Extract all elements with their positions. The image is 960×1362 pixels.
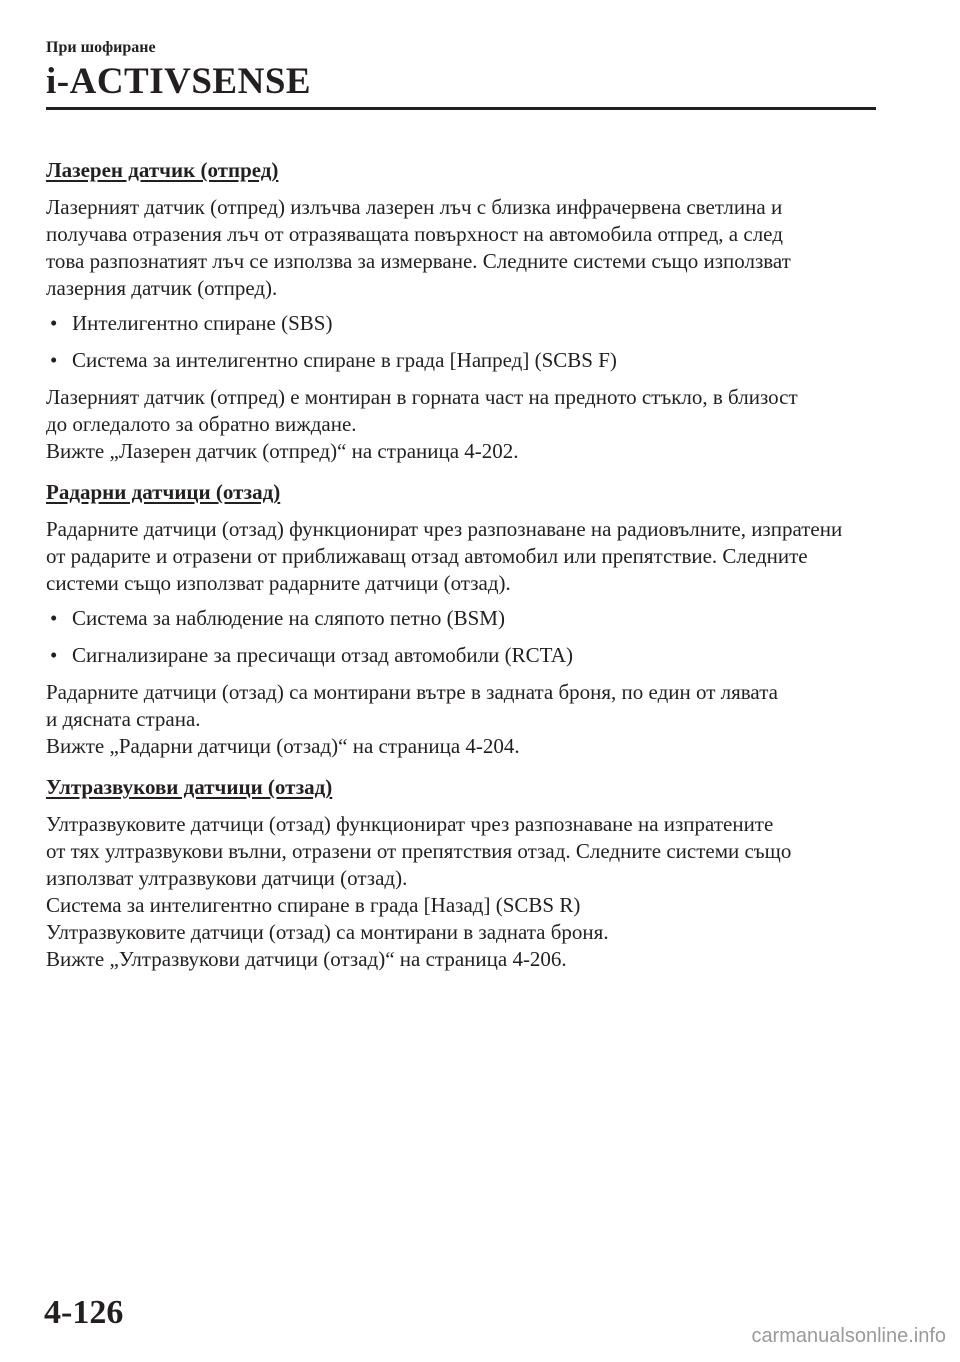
text-line: до огледалото за обратно виждане. xyxy=(46,412,357,436)
text-line: лазерния датчик (отпред). xyxy=(46,276,278,300)
bullet-icon: • xyxy=(50,606,58,630)
text-line: това разпознатият лъч се използва за измерване. Следните системи също използват xyxy=(46,249,791,273)
bullet-item xyxy=(46,605,876,632)
section-outro xyxy=(46,679,876,760)
page-number: 4-126 xyxy=(44,1294,124,1331)
bullet-item xyxy=(46,347,876,374)
bullet-item xyxy=(46,310,876,337)
bullet-icon: • xyxy=(50,348,58,372)
watermark: carmanualsonline.info xyxy=(751,1325,946,1347)
header-divider xyxy=(46,107,876,110)
section-intro xyxy=(46,811,876,973)
section-title: Лазерен датчик (отпред) xyxy=(46,158,279,182)
text-line: използват ултразвукови датчици (отзад). xyxy=(46,866,408,890)
text-line: Система за интелигентно спиране в града [Назад] (SCBS R) xyxy=(46,893,581,917)
page-title: i-ACTIVSENSE xyxy=(46,61,312,102)
bullet-icon: • xyxy=(50,643,58,667)
section-title: Радарни датчици (отзад) xyxy=(46,480,281,504)
page-header xyxy=(46,38,876,104)
section-intro xyxy=(46,516,876,597)
section-title: Ултразвукови датчици (отзад) xyxy=(46,775,333,799)
bullet-text: Система за интелигентно спиране в града [Напред] (SCBS F) xyxy=(72,348,617,372)
chapter-label: При шофиране xyxy=(46,39,156,56)
text-line: системи също използват радарните датчици (отзад). xyxy=(46,571,511,595)
section-ultrasonic-sensors xyxy=(46,774,876,973)
text-line: Радарните датчици (отзад) функционират чрез разпознаване на радиовълните, изпратени xyxy=(46,517,843,541)
main-content xyxy=(46,157,876,981)
text-line: Ултразвуковите датчици (отзад) функционират чрез разпознаване на изпратените xyxy=(46,812,774,836)
text-line: Лазерният датчик (отпред) е монтиран в горната част на предното стъкло, в близост xyxy=(46,385,798,409)
text-line: и дясната страна. xyxy=(46,707,201,731)
section-intro xyxy=(46,194,876,302)
text-line: Вижте „Радарни датчици (отзад)“ на страница 4-204. xyxy=(46,734,520,758)
text-line: Лазерният датчик (отпред) излъчва лазерен лъч с близка инфрачервена светлина и xyxy=(46,195,783,219)
bullet-icon: • xyxy=(50,311,58,335)
section-laser-sensor xyxy=(46,157,876,465)
text-line: Вижте „Лазерен датчик (отпред)“ на страница 4-202. xyxy=(46,439,519,463)
text-line: Радарните датчици (отзад) са монтирани вътре в задната броня, по един от лявата xyxy=(46,680,778,704)
bullet-text: Интелигентно спиране (SBS) xyxy=(72,311,333,335)
bullet-item xyxy=(46,642,876,669)
text-line: Ултразвуковите датчици (отзад) са монтирани в задната броня. xyxy=(46,920,609,944)
text-line: от тях ултразвукови вълни, отразени от препятствия отзад. Следните системи също xyxy=(46,839,792,863)
text-line: Вижте „Ултразвукови датчици (отзад)“ на страница 4-206. xyxy=(46,947,567,971)
section-outro xyxy=(46,384,876,465)
bullet-text: Система за наблюдение на сляпото петно (BSM) xyxy=(72,606,505,630)
bullet-text: Сигнализиране за пресичащи отзад автомобили (RCTA) xyxy=(72,643,573,667)
text-line: получава отразения лъч от отразяващата повърхност на автомобила отпред, а след xyxy=(46,222,783,246)
section-radar-sensors xyxy=(46,479,876,760)
text-line: от радарите и отразени от приближаващ отзад автомобил или препятствие. Следните xyxy=(46,544,808,568)
